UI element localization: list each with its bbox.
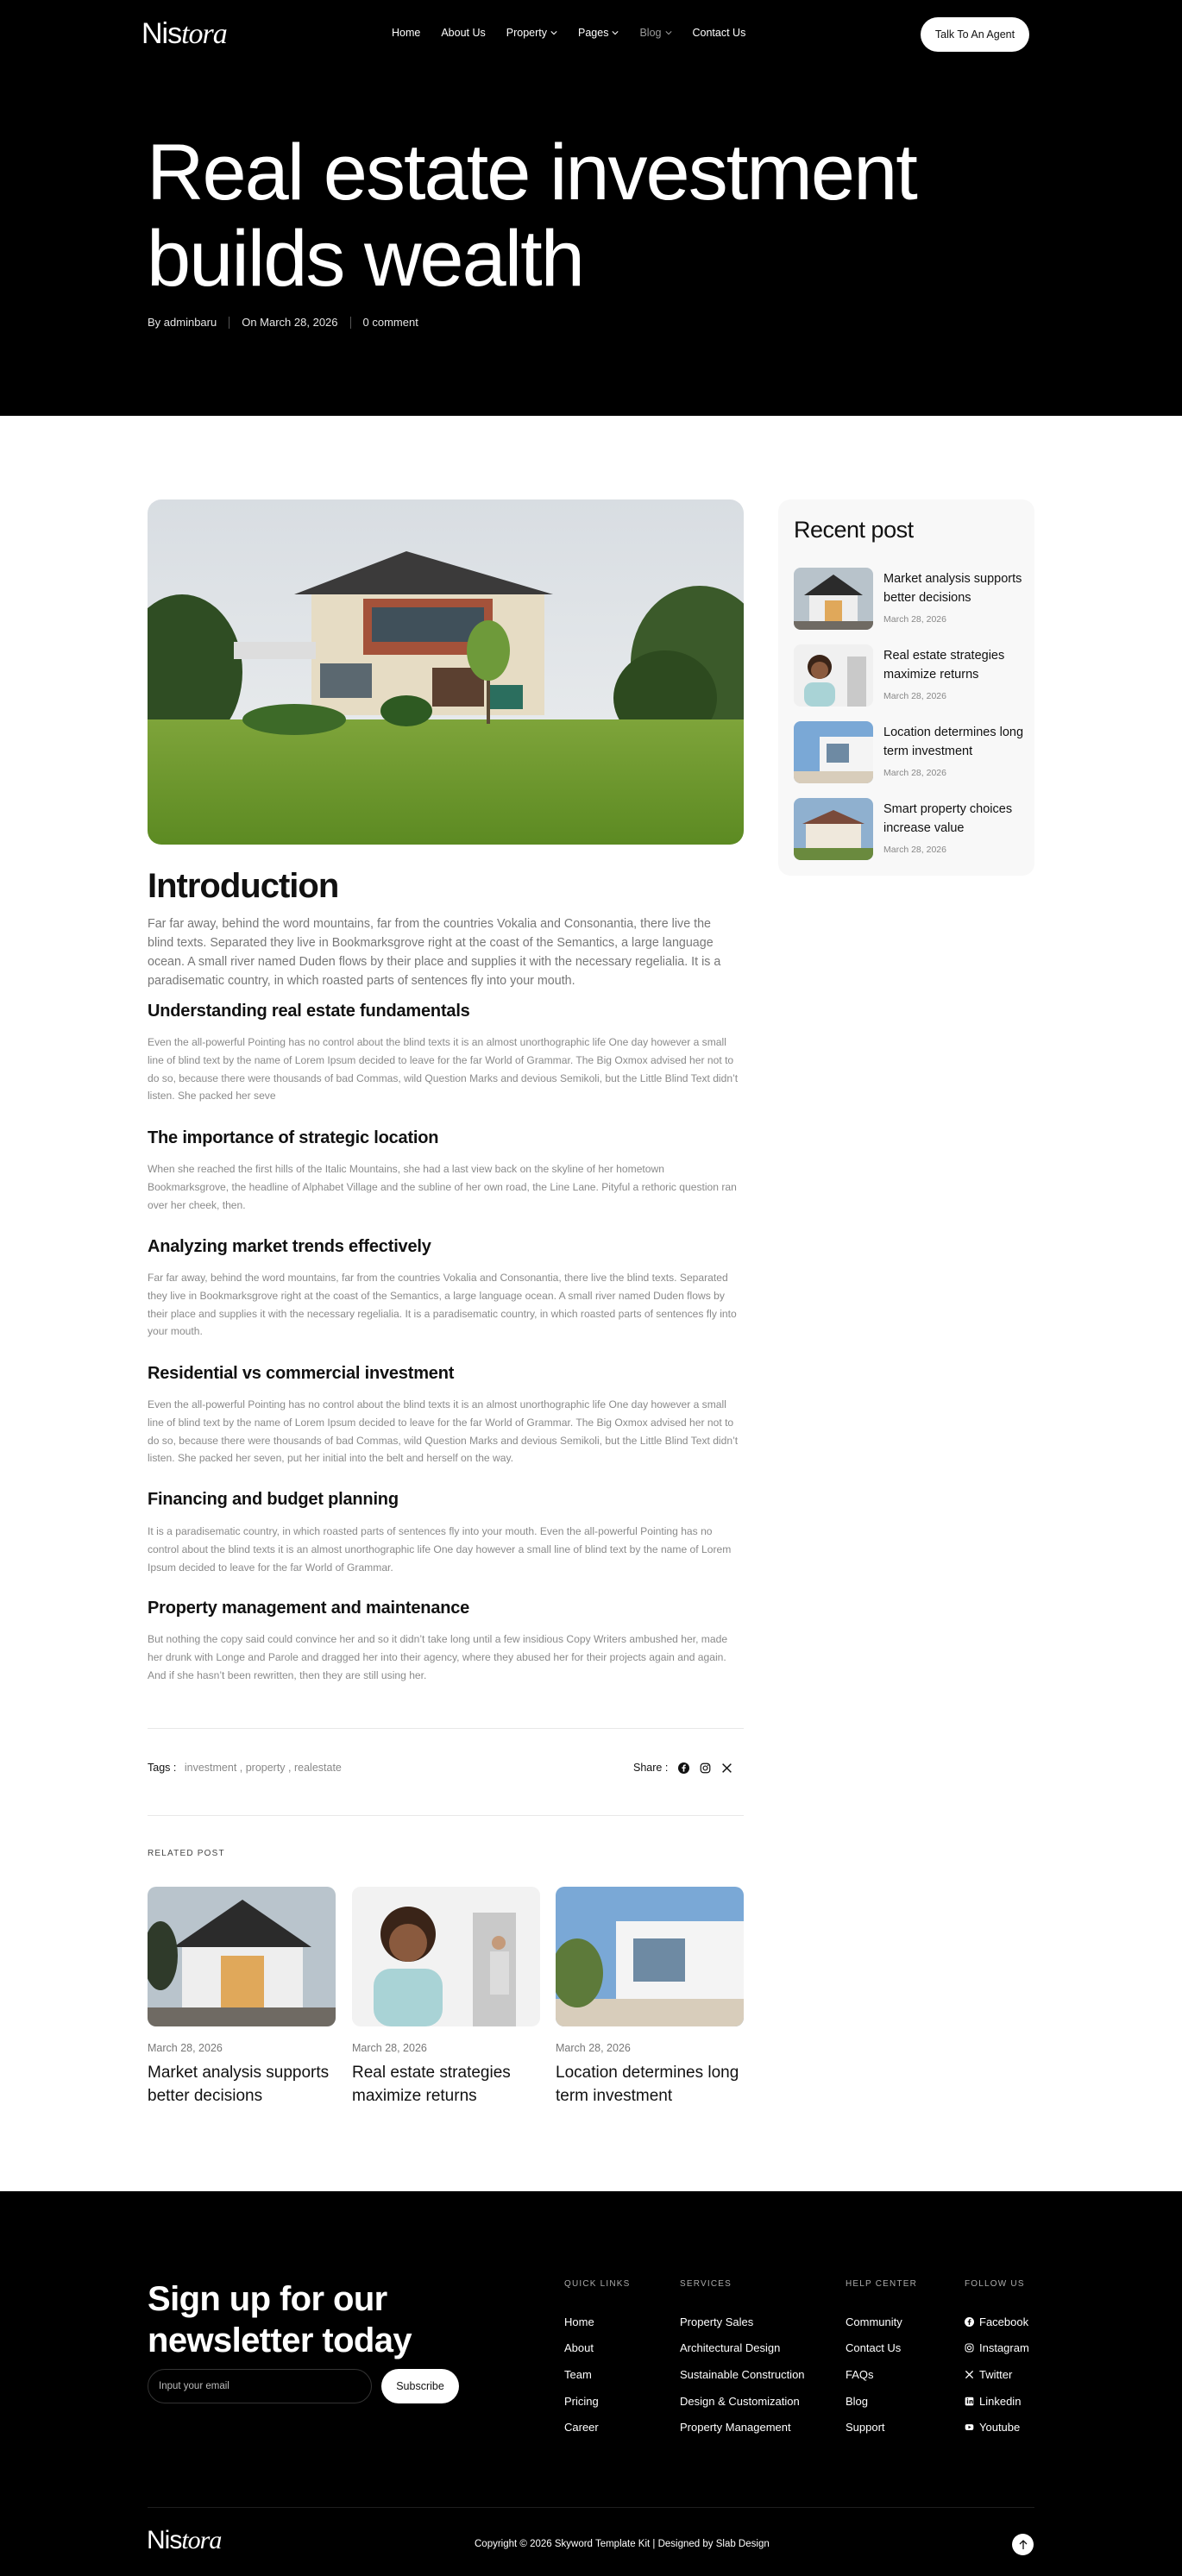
facebook-icon[interactable] [678,1762,689,1774]
social-link-facebook[interactable] [965,2309,1029,2335]
social-link-instagram[interactable] [965,2335,1029,2362]
footer-link[interactable]: Property Sales [680,2315,754,2328]
recent-post-date: March 28, 2026 [883,614,946,625]
social-label: Instagram [979,2341,1029,2355]
email-input[interactable] [148,2369,372,2403]
footer-column-heading: SERVICES [680,2279,732,2289]
logo-italic-text: tora [181,2526,222,2554]
footer-link[interactable]: Property Management [680,2421,791,2435]
back-to-top-button[interactable] [1012,2534,1034,2555]
chevron-down-icon [550,29,557,36]
nav-label: Property [506,27,548,39]
post-date: On March 28, 2026 [242,316,338,329]
footer-link[interactable]: Home [564,2315,594,2328]
sidebar-title: Recent post [794,517,914,543]
post-author[interactable]: By adminbaru [148,316,217,329]
section-text: It is a paradisematic country, in which roasted parts of sentences fly into your mouth. Even the all-powerful Pointing has no control about the blind texts it is an almost unorthographic life One day however a small line of blind text by the name of Lorem Ipsum decided to leave for the far World of Grammar. [148,1525,732,1574]
nav-item-pages[interactable] [578,27,619,39]
post-comments[interactable]: 0 comment [362,316,418,329]
recent-post-title[interactable]: Market analysis supports better decisions [883,572,1022,605]
meta-divider [350,317,351,329]
recent-post-item[interactable] [794,568,1027,630]
section-heading: Property management and maintenance [148,1599,470,1618]
featured-image [148,499,744,845]
footer-link[interactable]: Team [564,2367,592,2381]
social-label: Facebook [979,2315,1029,2328]
nav-label: Pages [578,27,609,39]
related-post-date: March 28, 2026 [148,2042,223,2054]
logo-italic-text: tora [181,18,227,50]
related-post-title[interactable]: Location determines long term investment [556,2064,739,2105]
nav-item-home[interactable] [392,27,420,39]
footer-link[interactable]: FAQs [846,2367,874,2381]
footer-link[interactable]: Design & Customization [680,2394,800,2408]
talk-to-agent-button[interactable]: Talk To An Agent [921,17,1029,52]
x-twitter-icon[interactable] [721,1762,732,1774]
youtube-icon [965,2422,974,2432]
footer-column-heading: HELP CENTER [846,2279,918,2289]
recent-post-thumbnail[interactable] [794,798,873,860]
footer-link[interactable]: Career [564,2421,599,2435]
copyright-text: Copyright © 2026 Skyword Template Kit | Designed by Slab Design [475,2539,770,2549]
newsletter-line-1: Sign up for our [148,2280,387,2318]
footer-link[interactable]: Blog [846,2394,869,2408]
related-post-label: RELATED POST [148,1849,225,1858]
related-post-title[interactable]: Real estate strategies maximize returns [352,2064,511,2105]
social-label: Twitter [979,2367,1013,2381]
logo-text: Nis [141,17,182,50]
footer-link[interactable]: Architectural Design [680,2341,781,2355]
main-content [0,416,1182,2191]
footer [0,2191,1182,2576]
footer-link[interactable]: Pricing [564,2394,599,2408]
linkedin-icon [965,2397,974,2406]
section-heading: Analyzing market trends effectively [148,1237,431,1256]
recent-post-title[interactable]: Real estate strategies maximize returns [883,649,1005,682]
recent-post-title[interactable]: Smart property choices increase value [883,802,1013,835]
nav-item-about[interactable] [441,27,485,39]
recent-post-date: March 28, 2026 [883,768,946,778]
x-twitter-icon [965,2370,974,2379]
divider [148,1815,744,1816]
social-link-linkedin[interactable] [965,2388,1029,2415]
nav-item-blog[interactable] [639,27,671,39]
related-post-card[interactable] [352,1887,540,2108]
footer-link[interactable]: About [564,2341,594,2355]
footer-column-services [680,2279,805,2441]
related-post-title[interactable]: Market analysis supports better decisions [148,2064,330,2105]
instagram-icon[interactable] [700,1762,711,1774]
newsletter-line-2: newsletter today [148,2322,412,2359]
footer-divider [148,2507,1034,2508]
section-text: Even the all-powerful Pointing has no control about the blind texts it is an almost unorthographic life One day however a small line of blind text by the name of Lorem Ipsum decided to leave for the far World of Grammar. The Big Oxmox advised her not to do so, because there were thousands of bad Commas, wild Question Marks and devious Semikoli, but the Little Blind Text didn’t listen. She packed her seven, put her initial into the belt and herself on the way. [148,1398,739,1465]
related-post-card[interactable] [556,1887,744,2108]
post-tags [148,1762,342,1774]
logo-text: Nis [147,2526,182,2554]
section-heading: The importance of strategic location [148,1128,439,1147]
recent-post-thumbnail[interactable] [794,568,873,630]
facebook-icon [965,2317,974,2327]
subscribe-button[interactable]: Subscribe [381,2369,459,2403]
footer-column-heading: FOLLOW US [965,2279,1025,2289]
footer-logo[interactable] [147,2526,221,2555]
social-link-twitter[interactable] [965,2361,1029,2388]
related-post-image[interactable] [148,1887,336,2026]
recent-post-item[interactable] [794,644,1027,707]
top-nav [0,16,1182,52]
intro-text: Far far away, behind the word mountains, far from the countries Vokalia and Consonantia, there live the blind texts. Separated they live in Bookmarksgrove right at the coast of the Semantics, a large language ocean. A small river named Duden flows by their place and supplies it with the necessary regelialia. It is a paradisematic country, in which roasted parts of sentences fly into your mouth. [148,917,721,988]
footer-link[interactable]: Support [846,2421,885,2435]
footer-column-quick-links [564,2279,631,2441]
page-title [147,129,916,302]
tag-links[interactable]: investment , property , realestate [184,1762,342,1774]
section-heading: Financing and budget planning [148,1490,399,1509]
title-line-1: Real estate investment [147,129,916,217]
nav-label: Contact Us [692,27,746,39]
divider [148,1728,744,1729]
related-post-image[interactable] [352,1887,540,2026]
section-heading: Understanding real estate fundamentals [148,1002,470,1021]
social-label: Linkedin [979,2394,1022,2408]
nav-label: About Us [441,27,486,39]
post-meta [148,316,418,329]
section-heading: Residential vs commercial investment [148,1364,455,1383]
social-label: Youtube [979,2421,1021,2435]
footer-column-heading: QUICK LINKS [564,2279,631,2289]
footer-link[interactable]: Community [846,2315,902,2328]
section-text: But nothing the copy said could convince her and so it didn’t take long until a few insidious Copy Writers ambushed her, made her drunk with Longe and Parole and dragged her into their agency, where they abused her for their projects again and again. And if she hasn’t been rewritten, then they are still using her. [148,1633,728,1681]
footer-column-follow-us [965,2279,1029,2441]
hero-header [0,0,1182,416]
section-text: Even the all-powerful Pointing has no control about the blind texts it is an almost unorthographic life One day however a small line of blind text by the name of Lorem Ipsum decided to leave for the far World of Grammar. The Big Oxmox advised her not to do so, because there were thousands of bad Commas, wild Question Marks and devious Semikoli, but the Little Blind Text didn’t listen. She packed her seve [148,1036,739,1103]
chevron-down-icon [612,29,619,36]
related-post-date: March 28, 2026 [352,2042,427,2054]
intro-heading: Introduction [148,867,339,905]
related-post-image[interactable] [556,1887,744,2026]
related-post-card[interactable] [148,1887,336,2108]
main-menu [392,27,766,39]
recent-post-item[interactable] [794,798,1027,860]
footer-link[interactable]: Contact Us [846,2341,902,2355]
recent-post-thumbnail[interactable] [794,721,873,783]
logo[interactable] [141,17,227,51]
nav-label: Home [392,27,421,39]
nav-label: Blog [639,27,662,39]
share-bar [633,1762,732,1774]
instagram-icon [965,2343,974,2353]
title-line-2: builds wealth [147,215,583,303]
recent-post-date: March 28, 2026 [883,691,946,701]
chevron-down-icon [665,29,672,36]
recent-post-thumbnail[interactable] [794,644,873,707]
newsletter-title [148,2278,412,2361]
footer-column-help-center [846,2279,917,2441]
recent-post-sidebar [778,499,1034,876]
recent-post-date: March 28, 2026 [883,845,946,855]
nav-item-contact[interactable] [693,27,746,39]
recent-post-item[interactable] [794,721,1027,783]
section-text: When she reached the first hills of the Italic Mountains, she had a last view back on the skyline of her hometown Bookmarksgrove, the headline of Alphabet Village and the subline of her own road, the Line Lane. Pityful a rethoric question ran over her cheek, then. [148,1163,737,1211]
footer-link[interactable]: Sustainable Construction [680,2367,805,2381]
arrow-up-icon [1019,2540,1028,2550]
recent-post-title[interactable]: Location determines long term investment [883,726,1024,758]
tags-label: Tags : [148,1762,177,1774]
section-text: Far far away, behind the word mountains, far from the countries Vokalia and Consonantia, there live the blind texts. Separated they live in Bookmarksgrove right at the coast of the Semantics, a large language ocean. A small river named Duden flows by their place and supplies it with the necessary regelialia. It is a paradisematic country, in which roasted parts of sentences fly into your mouth. [148,1272,737,1338]
share-label: Share : [633,1762,669,1774]
nav-item-property[interactable] [506,27,557,39]
social-link-youtube[interactable] [965,2414,1029,2441]
related-post-date: March 28, 2026 [556,2042,631,2054]
